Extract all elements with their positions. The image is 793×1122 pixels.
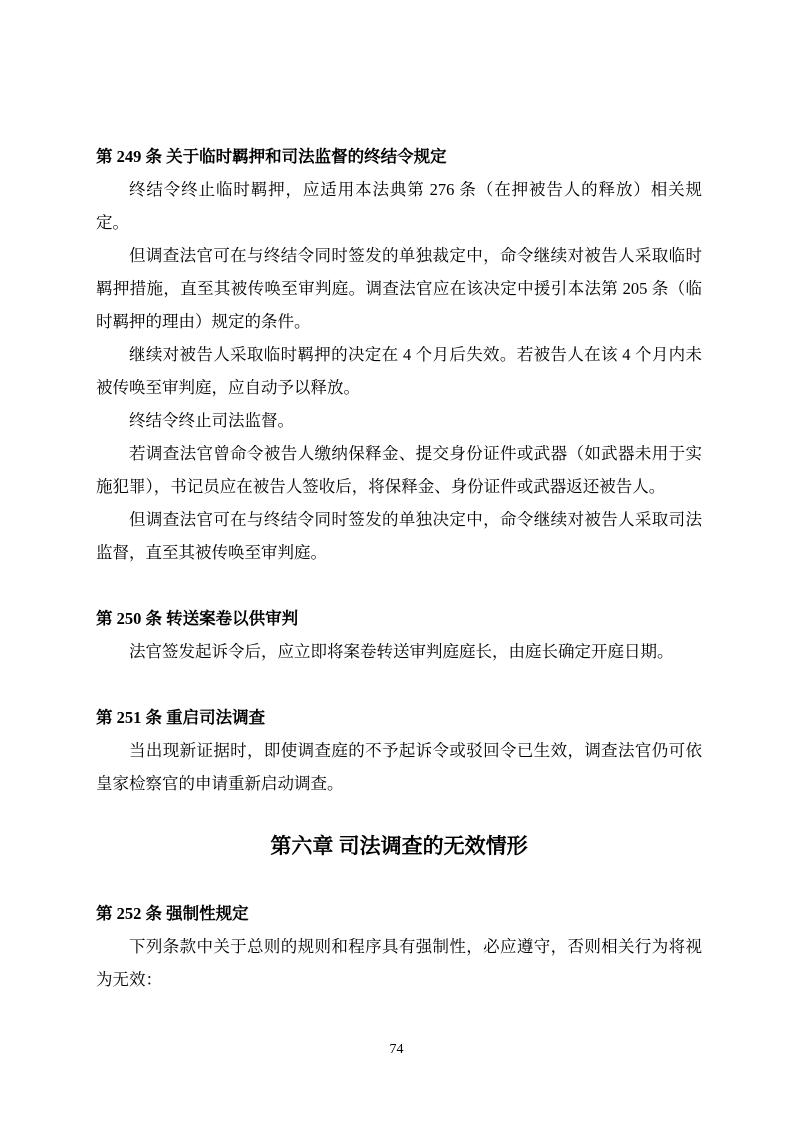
article-249-paragraph: 若调查法官曾命令被告人缴纳保释金、提交身份证件或武器（如武器未用于实施犯罪），书记员应在被告人签收后，将保释金、身份证件或武器返还被告人。 [96, 444, 702, 496]
article-249 [96, 140, 702, 569]
article-252 [96, 897, 702, 996]
article-250-heading: 第 250 条 转送案卷以供审判 [96, 609, 299, 628]
page-number: 74 [389, 1042, 404, 1057]
article-249-paragraph: 终结令终止临时羁押，应适用本法典第 276 条（在押被告人的释放）相关规定。 [96, 180, 702, 232]
article-251-heading: 第 251 条 重启司法调查 [96, 708, 266, 727]
article-249-heading: 第 249 条 关于临时羁押和司法监督的终结令规定 [96, 147, 447, 166]
article-249-paragraph: 终结令终止司法监督。 [129, 411, 294, 430]
article-252-paragraph: 下列条款中关于总则的规则和程序具有强制性，必应遵守，否则相关行为将视为无效： [96, 937, 702, 989]
article-251-paragraph: 当出现新证据时，即使调查庭的不予起诉令或驳回令已生效，调查法官仍可依皇家检察官的申请重新启动调查。 [96, 741, 702, 793]
article-251 [96, 701, 702, 800]
chapter-heading: 第六章 司法调查的无效情形 [270, 834, 528, 858]
article-249-paragraph: 继续对被告人采取临时羁押的决定在 4 个月后失效。若被告人在该 4 个月内未被传唤至审判庭，应自动予以释放。 [96, 345, 702, 397]
article-252-heading: 第 252 条 强制性规定 [96, 904, 249, 923]
document-content [96, 140, 702, 996]
article-250 [96, 602, 702, 668]
article-249-paragraph: 但调查法官可在与终结令同时签发的单独决定中，命令继续对被告人采取司法监督，直至其被传唤至审判庭。 [96, 510, 702, 562]
article-250-paragraph: 法官签发起诉令后，应立即将案卷转送审判庭庭长，由庭长确定开庭日期。 [129, 642, 674, 661]
page-footer [0, 1042, 793, 1058]
article-249-paragraph: 但调查法官可在与终结令同时签发的单独裁定中，命令继续对被告人采取临时羁押措施，直至其被传唤至审判庭。调查法官应在该决定中援引本法第 205 条（临时羁押的理由）规定的条件。 [96, 246, 703, 331]
